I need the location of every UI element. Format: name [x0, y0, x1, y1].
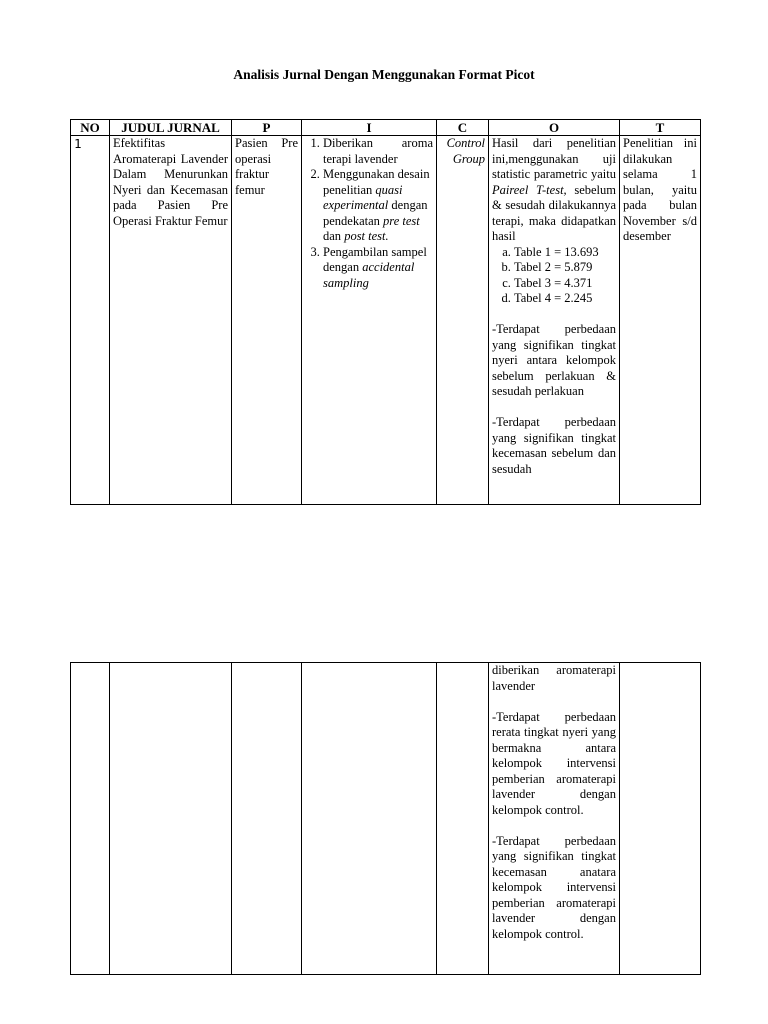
- finding-paragraph: -Terdapat perbedaan yang signifikan tingkat kecemasan sebelum dan sesudah: [492, 415, 616, 476]
- finding-paragraph: -Terdapat perbedaan yang signifikan tingkat nyeri antara kelompok sebelum perlakuan & sesudah perlakuan: [492, 322, 616, 398]
- list-item: a. Table 1 = 13.693: [514, 245, 616, 261]
- cell-p: Pasien Pre operasi fraktur femur: [232, 136, 302, 505]
- cell-c: Control Group: [437, 136, 489, 505]
- finding-paragraph: diberikan aromaterapi lavender: [492, 663, 616, 693]
- table-row: [71, 136, 701, 505]
- header-t: T: [620, 120, 701, 136]
- result-tables-list: [492, 245, 616, 307]
- list-item: b. Tabel 2 = 5.879: [514, 260, 616, 276]
- list-item: 3. Pengambilan sampel dengan accidental sampling: [323, 245, 433, 292]
- outcome-intro: Hasil dari penelitian ini,menggunakan uji statistic parametric yaitu Paireel T-test, sebelum & sesudah dilakukannya terapi, maka didapatkan hasil: [492, 136, 617, 243]
- cell-no-empty: [71, 663, 110, 975]
- cell-p-empty: [232, 663, 302, 975]
- document-title: Analisis Jurnal Dengan Menggunakan Format Picot: [233, 67, 535, 82]
- header-p: P: [232, 120, 302, 136]
- cell-i: [302, 136, 437, 505]
- cell-i-empty: [302, 663, 437, 975]
- header-c: C: [437, 120, 489, 136]
- header-i: I: [302, 120, 437, 136]
- picot-table: [70, 119, 701, 505]
- cell-o: [489, 663, 620, 975]
- table-row: [71, 663, 701, 975]
- header-judul-jurnal: JUDUL JURNAL: [110, 120, 232, 136]
- picot-table-continued: [70, 662, 701, 975]
- header-no: NO: [71, 120, 110, 136]
- cell-o: [489, 136, 620, 505]
- list-item: 1. Diberikan aroma terapi lavender: [323, 136, 433, 167]
- list-item: d. Tabel 4 = 2.245: [514, 291, 616, 307]
- list-item: 2. Menggunakan desain penelitian quasi experimental dengan pendekatan pre test dan post test.: [323, 167, 433, 245]
- cell-c-empty: [437, 663, 489, 975]
- intervention-list: [305, 136, 433, 291]
- finding-paragraph: -Terdapat perbedaan yang signifikan tingkat kecemasan anatara kelompok intervensi pemberian aromaterapi lavender dengan kelompok control.: [492, 833, 616, 941]
- cell-judul-empty: [110, 663, 232, 975]
- header-o: O: [489, 120, 620, 136]
- cell-judul-jurnal: Efektifitas Aromaterapi Lavender Dalam Menurunkan Nyeri dan Kecemasan pada Pasien Pre Operasi Fraktur Femur: [110, 136, 232, 505]
- cell-t-empty: [620, 663, 701, 975]
- finding-paragraph: -Terdapat perbedaan rerata tingkat nyeri yang bermakna antara kelompok intervensi pemberian aromaterapi lavender dengan kelompok control.: [492, 709, 616, 817]
- cell-t: Penelitian ini dilakukan selama 1 bulan, yaitu pada bulan November s/d desember: [620, 136, 701, 505]
- cell-no: 1: [71, 136, 110, 505]
- list-item: c. Tabel 3 = 4.371: [514, 276, 616, 292]
- table-header-row: [71, 120, 701, 136]
